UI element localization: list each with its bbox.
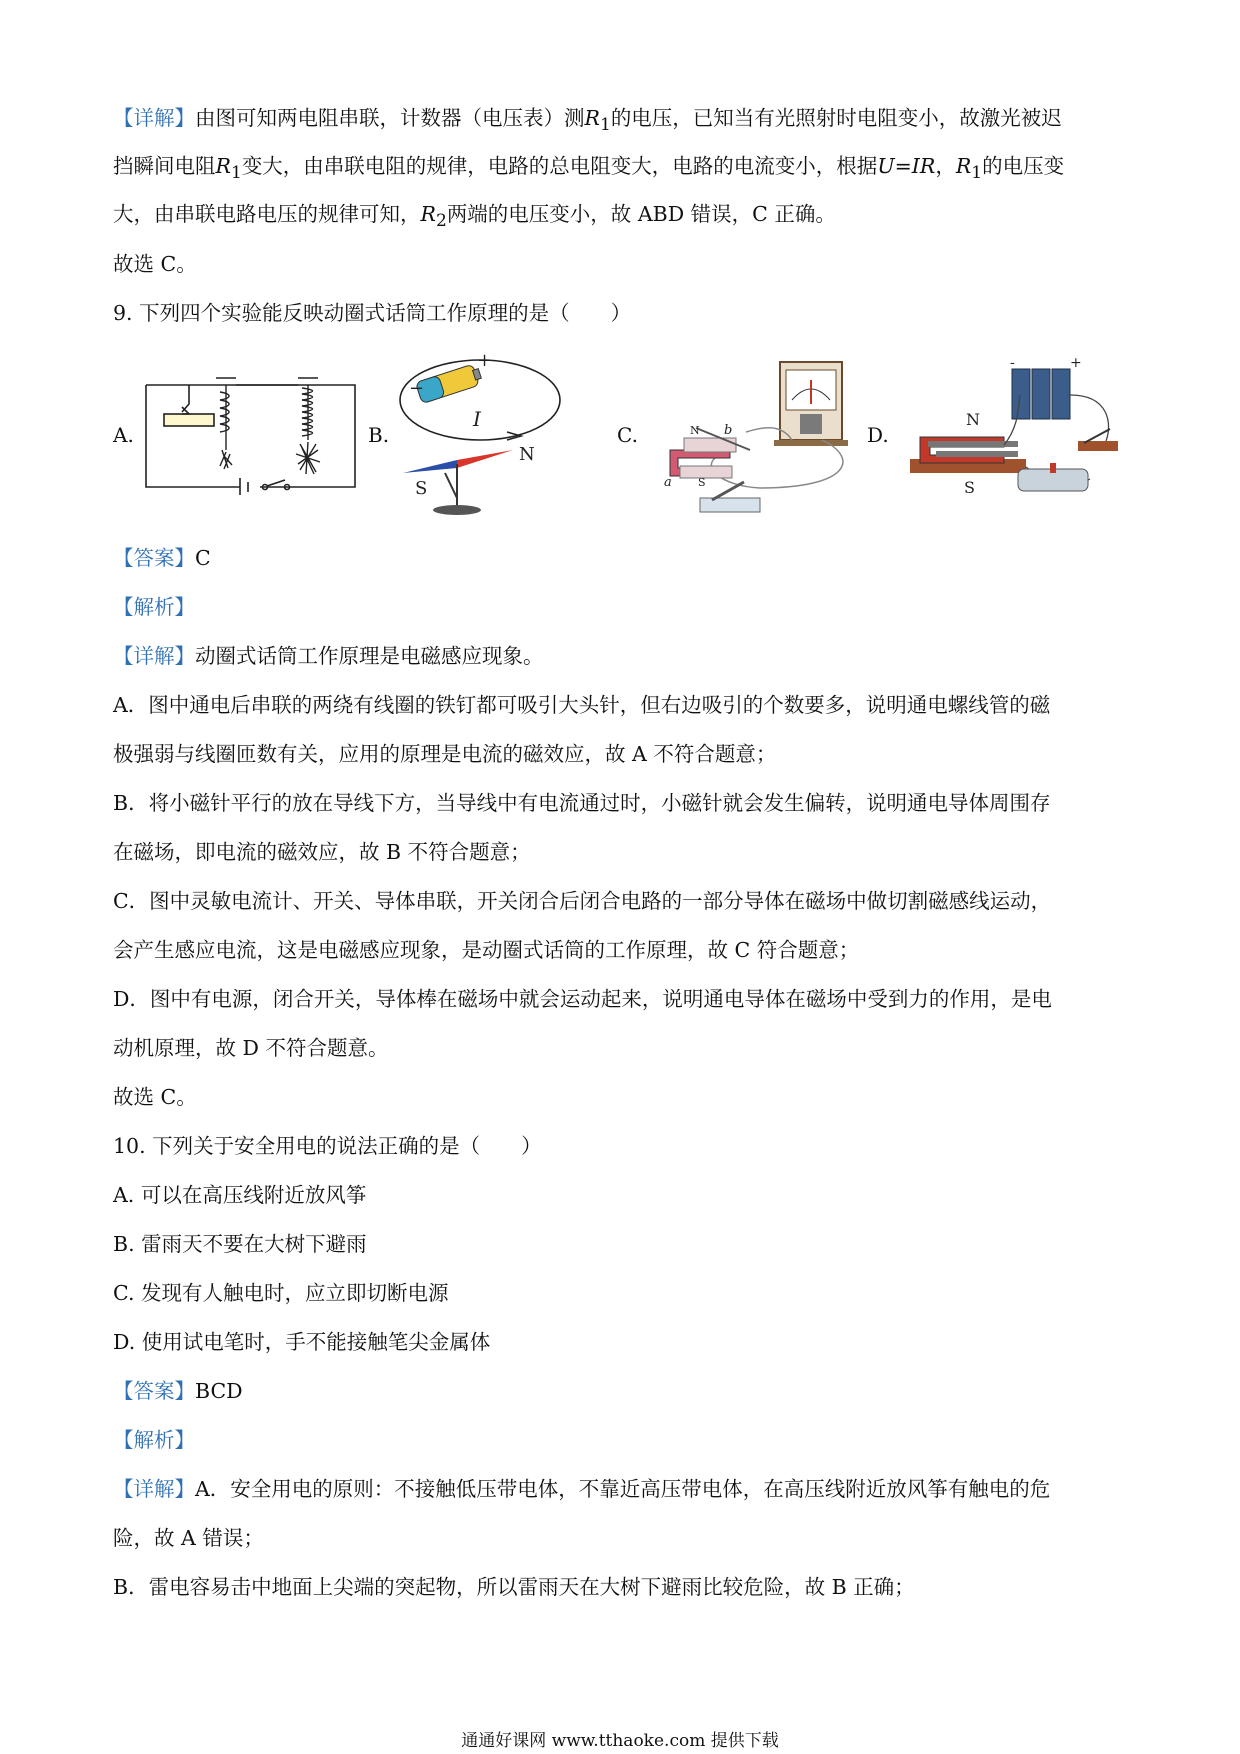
text: 的电压变: [982, 154, 1065, 178]
q10-detail-line-2: 险，故 A 错误；: [113, 1526, 264, 1550]
text: 变大，由串联电阻的规律，电路的总电阻变大，电路的电流变小，根据: [241, 154, 878, 178]
q9-analysis-tag: 【解析】: [113, 595, 195, 619]
q9-answer-line: [113, 543, 211, 573]
r2-subscript: 2: [435, 211, 447, 232]
point-b: b: [724, 423, 733, 438]
battery-plus: +: [1070, 355, 1082, 371]
prev-detail-line-2: [113, 151, 1064, 188]
q9-analysis-d-1: D．图中有电源，闭合开关，导体棒在磁场中就会运动起来，说明通电导体在磁场中受到力的作用，是电: [113, 987, 1052, 1011]
q10-detail-line-3: B．雷电容易击中地面上尖端的突起物，所以雷雨天在大树下避雨比较危险，故 B 正确；: [113, 1575, 915, 1599]
battery-plus: +: [477, 350, 493, 371]
q9-analysis-a-1: A．图中通电后串联的两绕有线圈的铁钉都可吸引大头针，但右边吸引的个数要多，说明通电螺线管的磁: [113, 693, 1051, 717]
text: 大，由串联电路电压的规律可知，: [113, 202, 421, 226]
q9-analysis-c-1: C．图中灵敏电流计、开关、导体串联，开关闭合后闭合电路的一部分导体在磁场中做切割磁感线运动，: [113, 889, 1052, 913]
detail-tag: 【详解】: [113, 106, 195, 130]
ohm-formula: U=IR: [877, 154, 936, 178]
q9-answer: C: [195, 546, 211, 570]
q9-detail-line: [113, 641, 544, 671]
detail-tag: 【详解】: [113, 1477, 195, 1501]
q10-analysis-tag: 【解析】: [113, 1428, 195, 1452]
battery-minus: −: [409, 378, 425, 399]
fig-a-electromagnet-circuit: [140, 370, 360, 495]
r1-symbol: R: [584, 106, 600, 130]
current-label: I: [473, 407, 481, 431]
r1-subscript: 1: [599, 115, 611, 136]
q10-answer: BCD: [195, 1379, 243, 1403]
north-label: N: [519, 444, 535, 465]
q9-analysis-b-2: 在磁场，即电流的磁效应，故 B 不符合题意；: [113, 840, 531, 864]
magnet-south: S: [698, 476, 706, 489]
magnet-north: N: [690, 424, 700, 437]
r1-subscript: 1: [230, 163, 242, 184]
q9-detail: 动圈式话筒工作原理是电磁感应现象。: [195, 644, 544, 668]
fig-d-motor-principle: [900, 355, 1130, 515]
q10-option-c: C. 发现有人触电时，应立即切断电源: [113, 1281, 449, 1305]
q10-option-b: B. 雷雨天不要在大树下避雨: [113, 1232, 367, 1256]
fig-c-electromagnetic-induction: [660, 358, 875, 518]
battery-minus: -: [1010, 355, 1015, 371]
text: 挡瞬间电阻: [113, 154, 216, 178]
q10-detail-text: A．安全用电的原则：不接触低压带电体，不靠近高压带电体，在高压线附近放风筝有触电的危: [195, 1477, 1051, 1501]
magnet-north: N: [966, 410, 980, 429]
prev-detail-line-1: [113, 103, 1062, 140]
q9-analysis-a-2: 极强弱与线圈匝数有关，应用的原理是电流的磁效应，故 A 不符合题意；: [113, 742, 777, 766]
q9-choose: 故选 C。: [113, 1085, 197, 1109]
q10-detail-line-1: [113, 1474, 1050, 1504]
fig-a-label: A.: [113, 423, 134, 447]
fig-d-label: D.: [867, 423, 889, 447]
point-a: a: [664, 475, 672, 490]
south-label: S: [415, 478, 428, 499]
r1-subscript: 1: [971, 163, 983, 184]
q10-stem: 10. 下列关于安全用电的说法正确的是（ ）: [113, 1134, 542, 1158]
prev-choose: 故选 C。: [113, 252, 197, 276]
fig-c-label: C.: [617, 423, 638, 447]
text: 由图可知两电阻串联，计数器（电压表）测: [195, 106, 585, 130]
r1-symbol: R: [215, 154, 231, 178]
q9-stem: 9. 下列四个实验能反映动圈式话筒工作原理的是（ ）: [113, 301, 632, 325]
q10-answer-line: [113, 1376, 243, 1406]
r1-symbol: R: [955, 154, 972, 178]
q9-analysis-c-2: 会产生感应电流，这是电磁感应现象，是动圈式话筒的工作原理，故 C 符合题意；: [113, 938, 860, 962]
fig-b-oersted-experiment: [395, 348, 565, 523]
text: 两端的电压变小，故 ABD 错误，C 正确。: [446, 202, 836, 226]
r2-symbol: R: [420, 202, 436, 226]
answer-tag: 【答案】: [113, 1379, 195, 1403]
magnet-south: S: [964, 478, 975, 497]
footer-source: 通通好课网 www.tthaoke.com 提供下载: [461, 1731, 779, 1751]
fig-b-label: B.: [368, 423, 390, 447]
q9-analysis-d-2: 动机原理，故 D 不符合题意。: [113, 1036, 389, 1060]
text: 的电压，已知当有光照射时电阻变小，故激光被迟: [610, 106, 1062, 130]
q10-option-d: D. 使用试电笔时，手不能接触笔尖金属体: [113, 1330, 491, 1354]
q10-option-a: A. 可以在高压线附近放风筝: [113, 1183, 367, 1207]
prev-detail-line-3: [113, 199, 836, 236]
answer-tag: 【答案】: [113, 546, 195, 570]
detail-tag: 【详解】: [113, 644, 195, 668]
text: ，: [935, 154, 956, 178]
q9-analysis-b-1: B．将小磁针平行的放在导线下方，当导线中有电流通过时，小磁针就会发生偏转，说明通电导体周围存: [113, 791, 1051, 815]
